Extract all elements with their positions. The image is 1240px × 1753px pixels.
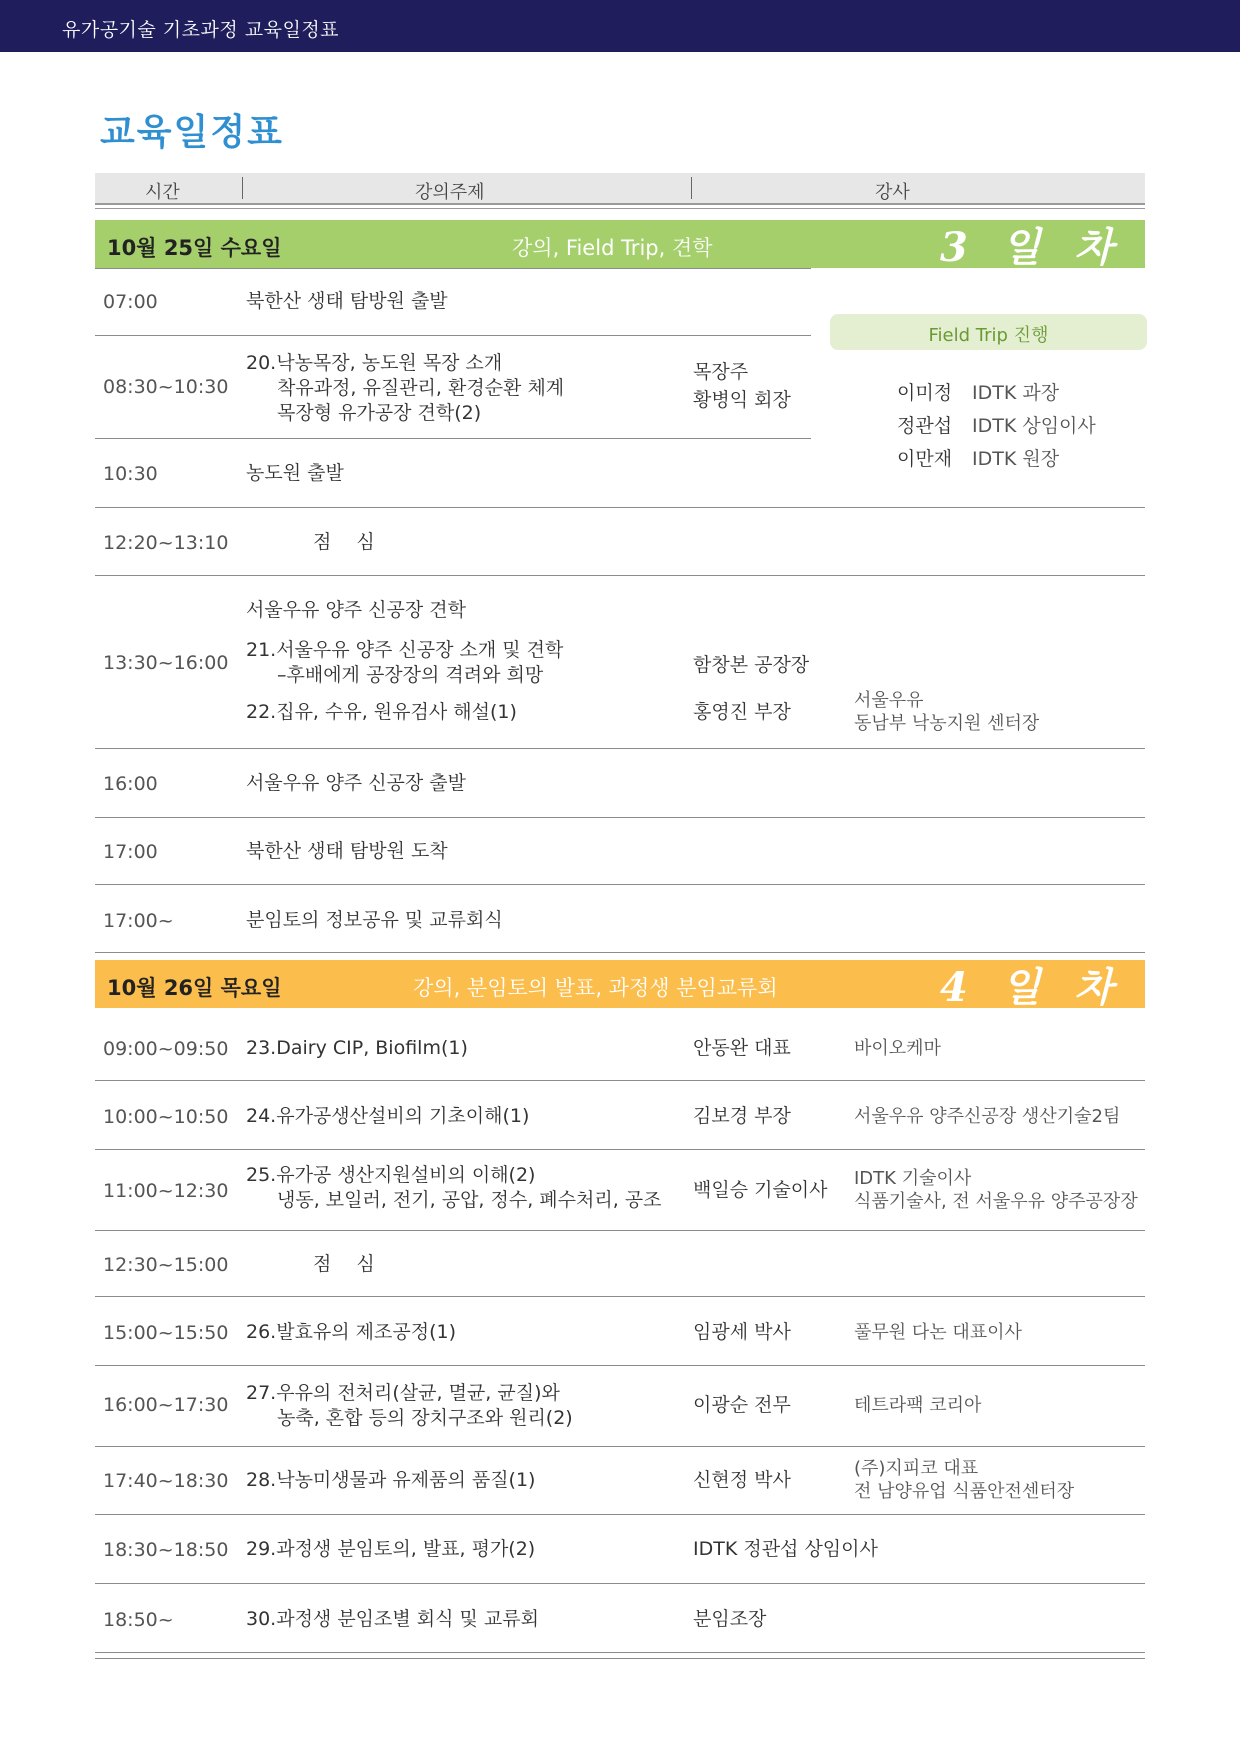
row-affiliation-line: 전 남양유업 식품안전센터장 <box>854 1481 1075 1502</box>
guide-role: IDTK 원장 <box>972 448 1060 470</box>
day4-badge: 4 일 차 <box>940 964 1123 1011</box>
row-subject-line: 목장형 유가공장 견학(2) <box>277 402 482 424</box>
row-divider <box>95 1365 1145 1366</box>
row-divider <box>95 1583 1145 1584</box>
field-trip-badge <box>830 314 1147 350</box>
row-time: 18:30~18:50 <box>103 1539 229 1561</box>
row-affiliation-line: (주)지피코 대표 <box>854 1458 979 1479</box>
document-header-title: 유가공기술 기초과정 교육일정표 <box>62 19 340 41</box>
row-lecturer-line: 목장주 <box>693 361 749 383</box>
row-divider <box>95 507 1145 508</box>
table-column-header <box>95 173 1145 205</box>
row-subject-line: 25.유가공 생산지원설비의 이해(2) <box>246 1164 536 1186</box>
guide-role: IDTK 과장 <box>972 382 1060 404</box>
row-subject: 23.Dairy CIP, Biofilm(1) <box>246 1037 468 1059</box>
row-lecturer: IDTK 정관섭 상임이사 <box>693 1538 878 1560</box>
row-subject: 북한산 생태 탐방원 도착 <box>246 840 448 862</box>
row-subject-line: 농축, 혼합 등의 장치구조와 원리(2) <box>277 1407 573 1429</box>
row-divider <box>95 748 1145 749</box>
row-subject: 26.발효유의 제조공정(1) <box>246 1321 457 1343</box>
row-subject: 29.과정생 분임토의, 발표, 평가(2) <box>246 1538 536 1560</box>
row-subject: 24.유가공생산설비의 기초이해(1) <box>246 1105 530 1127</box>
row-lecturer: 안동완 대표 <box>693 1037 791 1059</box>
row-lecturer: 신현정 박사 <box>693 1469 791 1491</box>
header-rule <box>95 208 1145 209</box>
row-divider <box>95 884 1145 885</box>
column-divider <box>242 177 243 199</box>
guide-name: 정관섭 <box>897 415 953 437</box>
row-time: 10:30 <box>103 463 158 485</box>
column-time: 시간 <box>145 182 180 203</box>
row-divider <box>95 952 1145 953</box>
row-lecturer: 임광세 박사 <box>693 1321 791 1343</box>
row-divider <box>95 1080 1145 1081</box>
day4-banner <box>95 960 1145 1011</box>
row-divider <box>95 817 1145 818</box>
day3-badge: 3 일 차 <box>940 224 1123 271</box>
row-time: 10:00~10:50 <box>103 1106 229 1128</box>
guide-role: IDTK 상임이사 <box>972 415 1096 437</box>
row-divider <box>95 575 1145 576</box>
row-subject: 농도원 출발 <box>246 462 344 484</box>
row-time: 17:00~ <box>103 910 174 932</box>
row-subject-line: 27.우유의 전처리(살균, 멸균, 균질)와 <box>246 1382 560 1404</box>
row-affiliation-line: 서울우유 <box>854 690 924 711</box>
row-divider <box>95 1446 1145 1447</box>
row-affiliation: 서울우유 양주신공장 생산기술2팀 <box>854 1106 1121 1127</box>
row-subject-line: 착유과정, 유질관리, 환경순환 체계 <box>277 377 565 399</box>
row-time: 07:00 <box>103 291 158 313</box>
table-bottom-rule <box>95 1658 1145 1659</box>
row-lecturer: 김보경 부장 <box>693 1105 791 1127</box>
row-time: 12:30~15:00 <box>103 1254 229 1276</box>
row-subject-line: 21.서울우유 양주 신공장 소개 및 견학 <box>246 639 564 661</box>
row-lecturer: 백일승 기술이사 <box>693 1179 828 1201</box>
row-time: 16:00 <box>103 773 158 795</box>
row-subject: 점 심 <box>313 531 375 553</box>
row-lecturer-line: 황병익 회장 <box>693 389 791 411</box>
row-subject: 30.과정생 분임조별 회식 및 교류회 <box>246 1608 539 1630</box>
row-subject-line: 냉동, 보일러, 전기, 공압, 정수, 폐수처리, 공조 <box>277 1189 662 1211</box>
day3-topic: 강의, Field Trip, 견학 <box>512 236 713 260</box>
row-divider <box>95 1296 1145 1297</box>
column-divider <box>691 177 692 199</box>
day3-date: 10월 25일 수요일 <box>107 236 282 260</box>
row-divider <box>95 1514 1145 1515</box>
row-lecturer: 이광순 전무 <box>693 1394 791 1416</box>
page-title: 교육일정표 <box>100 112 284 153</box>
row-subject: 분임토의 정보공유 및 교류회식 <box>246 909 503 931</box>
row-affiliation: 테트라팩 코리아 <box>854 1395 982 1416</box>
row-time: 09:00~09:50 <box>103 1038 229 1060</box>
row-time: 13:30~16:00 <box>103 652 229 674</box>
row-divider <box>95 1149 1145 1150</box>
row-subject: 22.집유, 수유, 원유검사 해설(1) <box>246 701 517 723</box>
row-affiliation-line: 식품기술사, 전 서울우유 양주공장장 <box>854 1191 1138 1212</box>
row-subject: 28.낙농미생물과 유제품의 품질(1) <box>246 1469 536 1491</box>
row-time: 18:50~ <box>103 1609 174 1631</box>
row-time: 17:00 <box>103 841 158 863</box>
row-divider <box>95 438 811 439</box>
row-divider <box>95 335 811 336</box>
row-lecturer: 분임조장 <box>693 1608 767 1630</box>
row-divider <box>95 1230 1145 1231</box>
row-lecturer: 함창본 공장장 <box>693 654 810 676</box>
row-time: 15:00~15:50 <box>103 1322 229 1344</box>
row-divider <box>95 268 811 269</box>
row-lecturer: 홍영진 부장 <box>693 701 791 723</box>
row-time: 16:00~17:30 <box>103 1394 229 1416</box>
row-subject: 서울우유 양주 신공장 출발 <box>246 772 467 794</box>
row-affiliation: 바이오케마 <box>854 1038 941 1059</box>
day4-date: 10월 26일 목요일 <box>107 976 282 1000</box>
column-lecturer: 강사 <box>875 182 910 203</box>
row-affiliation: 풀무원 다논 대표이사 <box>854 1322 1022 1343</box>
row-affiliation-line: 동남부 낙농지원 센터장 <box>854 713 1040 734</box>
row-subject: 서울우유 양주 신공장 견학 <box>246 599 467 621</box>
field-trip-label: Field Trip 진행 <box>928 325 1049 346</box>
row-time: 08:30~10:30 <box>103 376 229 398</box>
row-affiliation-line: IDTK 기술이사 <box>854 1168 972 1189</box>
row-subject: 점 심 <box>313 1253 375 1275</box>
column-topic: 강의주제 <box>415 182 485 203</box>
day3-banner <box>95 220 1145 271</box>
row-time: 12:20~13:10 <box>103 532 229 554</box>
row-time: 17:40~18:30 <box>103 1470 229 1492</box>
table-bottom-rule <box>95 1652 1145 1653</box>
guide-name: 이미정 <box>897 382 953 404</box>
row-time: 11:00~12:30 <box>103 1180 229 1202</box>
day4-topic: 강의, 분임토의 발표, 과정생 분임교류회 <box>413 976 778 1000</box>
row-subject: 북한산 생태 탐방원 출발 <box>246 290 448 312</box>
document-header-bar <box>0 0 1240 52</box>
row-subject-line: –후배에게 공장장의 격려와 희망 <box>277 664 544 686</box>
row-subject-line: 20.낙농목장, 농도원 목장 소개 <box>246 352 503 374</box>
guide-name: 이만재 <box>897 448 953 470</box>
